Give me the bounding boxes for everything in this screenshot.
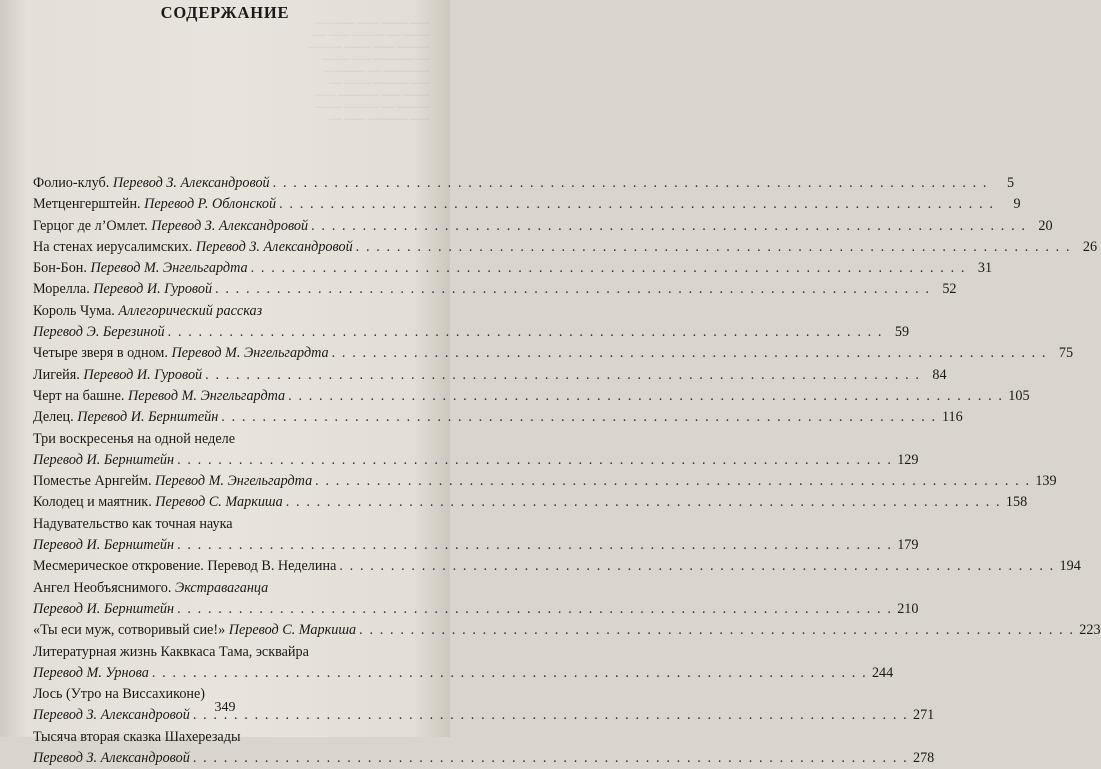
entry-subtitle: Аллегорический рассказ	[118, 302, 263, 319]
leader-dots	[193, 748, 908, 769]
entry-page-number: 84	[932, 366, 947, 383]
entry-translator: Перевод И. Гуровой	[93, 281, 213, 298]
entry-page-number: 194	[1059, 558, 1081, 575]
entry-title: На стенах иерусалимских.	[33, 238, 193, 255]
entry-page-number: 139	[1035, 473, 1057, 490]
entry-translator: Перевод Р. Облонской	[144, 196, 277, 213]
entry-title: Литературная жизнь Каквкаса Тама, эсквайра	[33, 643, 309, 660]
toc-entry	[33, 216, 1053, 237]
toc-entry	[33, 279, 957, 300]
entry-page-number: 278	[912, 750, 935, 767]
entry-title: Морелла.	[33, 281, 90, 298]
entry-title: Фолио-клуб.	[33, 175, 110, 191]
entry-title: Метценгерштейн.	[33, 196, 141, 213]
toc-entry	[33, 620, 1101, 641]
leader-dots	[205, 365, 920, 386]
toc-entry-first-line	[33, 642, 429, 663]
leader-dots	[359, 620, 1074, 641]
entry-page-number: 223	[1079, 622, 1101, 639]
entry-page-number: 5	[1006, 175, 1015, 191]
entry-page-number: 158	[1005, 494, 1028, 511]
entry-page-number: 105	[1008, 387, 1030, 404]
toc-entry	[33, 450, 919, 471]
entry-translator: Перевод З. Александровой	[151, 217, 309, 234]
leader-dots	[177, 450, 892, 471]
toc-entry	[33, 407, 963, 428]
entry-page-number: 129	[897, 451, 919, 468]
leader-dots	[215, 279, 930, 300]
leader-dots	[311, 216, 1026, 237]
bleed-through-text: ─── ──── ─── ────── ──── ── ───── ─── ── ───── ─── ──── ───── ── ────── ─── ──── ─────── ── ────── ─── ───── ──── ── ──── ─── ────── ─── ───── ── ───── ──── ─── ────── ─── ──	[308, 19, 430, 125]
toc-entry-first-line	[33, 429, 429, 450]
entry-page-number: 244	[871, 664, 894, 681]
entry-page-number: 179	[897, 537, 919, 554]
toc-entry	[33, 492, 1028, 513]
leader-dots	[221, 407, 936, 428]
toc-entry-first-line	[33, 578, 429, 599]
entry-page-number: 31	[977, 260, 993, 277]
entry-translator: Перевод В. Неделина	[207, 558, 337, 575]
toc-entry	[33, 365, 947, 386]
leader-dots	[315, 471, 1030, 492]
entry-translator: Перевод И. Бернштейн	[77, 409, 219, 426]
entry-title: Лигейя.	[33, 366, 80, 383]
entry-translator: Перевод С. Маркиша	[228, 622, 357, 639]
entry-subtitle: Экстраваганца	[174, 579, 269, 596]
entry-title: Месмерическое откровение.	[33, 558, 204, 575]
entry-title: «Ты еси муж, сотворивый сие!»	[33, 622, 226, 639]
entry-translator: Перевод З. Александровой	[112, 175, 270, 191]
entry-translator: Перевод И. Бернштейн	[33, 451, 175, 468]
toc-entry	[33, 237, 1098, 258]
entry-title: Король Чума.	[33, 302, 115, 319]
entry-title: Ангел Необъяснимого.	[33, 579, 172, 596]
entry-translator: Перевод И. Гуровой	[83, 366, 203, 383]
toc-entry	[33, 556, 1081, 577]
entry-translator: Перевод И. Бернштейн	[33, 600, 175, 617]
entry-translator: Перевод З. Александровой	[33, 707, 190, 724]
entry-page-number: 9	[1013, 196, 1021, 213]
toc-entry-first-line	[33, 514, 429, 535]
leader-dots	[279, 194, 994, 215]
entry-title: Лось (Утро на Виссахиконе)	[33, 686, 206, 703]
entry-translator: Перевод З. Александровой	[195, 238, 353, 255]
toc-entry	[33, 471, 1057, 492]
toc-entry-first-line	[33, 727, 429, 748]
entry-page-number: 26	[1082, 238, 1098, 255]
entry-title: Надувательство как точная наука	[33, 515, 233, 532]
leader-dots	[152, 663, 867, 684]
entry-translator: Перевод Э. Березиной	[33, 324, 165, 341]
page-title: СОДЕРЖАНИЕ	[160, 3, 290, 22]
leader-dots	[251, 258, 966, 279]
leader-dots	[356, 237, 1071, 258]
page-number: 349	[214, 700, 236, 715]
entry-page-number: 116	[941, 409, 963, 426]
leader-dots	[286, 492, 1001, 513]
entry-page-number: 52	[942, 281, 957, 298]
toc-entry	[33, 173, 1015, 194]
entry-translator: Перевод И. Бернштейн	[33, 537, 175, 554]
leader-dots	[177, 599, 892, 620]
leader-dots	[273, 173, 988, 194]
leader-dots	[332, 343, 1047, 364]
entry-title: Тысяча вторая сказка Шахерезады	[33, 728, 241, 745]
entry-translator: Перевод М. Энгельгардта	[155, 473, 313, 490]
entry-title: Четыре зверя в одном.	[33, 345, 168, 362]
leader-dots	[339, 556, 1054, 577]
leader-dots	[288, 386, 1003, 407]
entry-page-number: 59	[894, 324, 910, 341]
entry-title: Три воскресенья на одной неделе	[33, 430, 236, 447]
entry-title: Поместье Арнгейм.	[33, 473, 152, 490]
entry-translator: Перевод М. Энгельгардта	[90, 260, 248, 277]
entry-translator: Перевод З. Александровой	[33, 750, 190, 767]
toc-entry	[33, 599, 919, 620]
entry-title: Черт на башне.	[33, 387, 125, 404]
toc-entry	[33, 322, 910, 343]
entry-title: Бон-Бон.	[33, 260, 87, 277]
entry-title: Колодец и маятник.	[33, 494, 152, 511]
toc-entry	[33, 748, 935, 769]
toc-entry-first-line	[33, 301, 429, 322]
leader-dots	[168, 322, 883, 343]
toc-entry	[33, 258, 993, 279]
entry-page-number: 75	[1058, 345, 1074, 362]
entry-page-number: 210	[897, 600, 919, 617]
entry-translator: Перевод М. Урнова	[33, 664, 149, 681]
entry-page-number: 271	[912, 707, 935, 724]
entry-translator: Перевод С. Маркиша	[155, 494, 283, 511]
toc-entry	[33, 535, 919, 556]
toc-entry	[33, 194, 1021, 215]
entry-title: Делец.	[33, 409, 74, 426]
toc-entry	[33, 343, 1074, 364]
entry-title: Герцог де л’Омлет.	[33, 217, 148, 234]
leader-dots	[177, 535, 892, 556]
toc-entry	[33, 663, 894, 684]
entry-translator: Перевод М. Энгельгардта	[128, 387, 286, 404]
table-of-contents	[33, 173, 1101, 769]
entry-page-number: 20	[1038, 217, 1053, 234]
toc-entry	[33, 386, 1030, 407]
entry-translator: Перевод М. Энгельгардта	[171, 345, 329, 362]
